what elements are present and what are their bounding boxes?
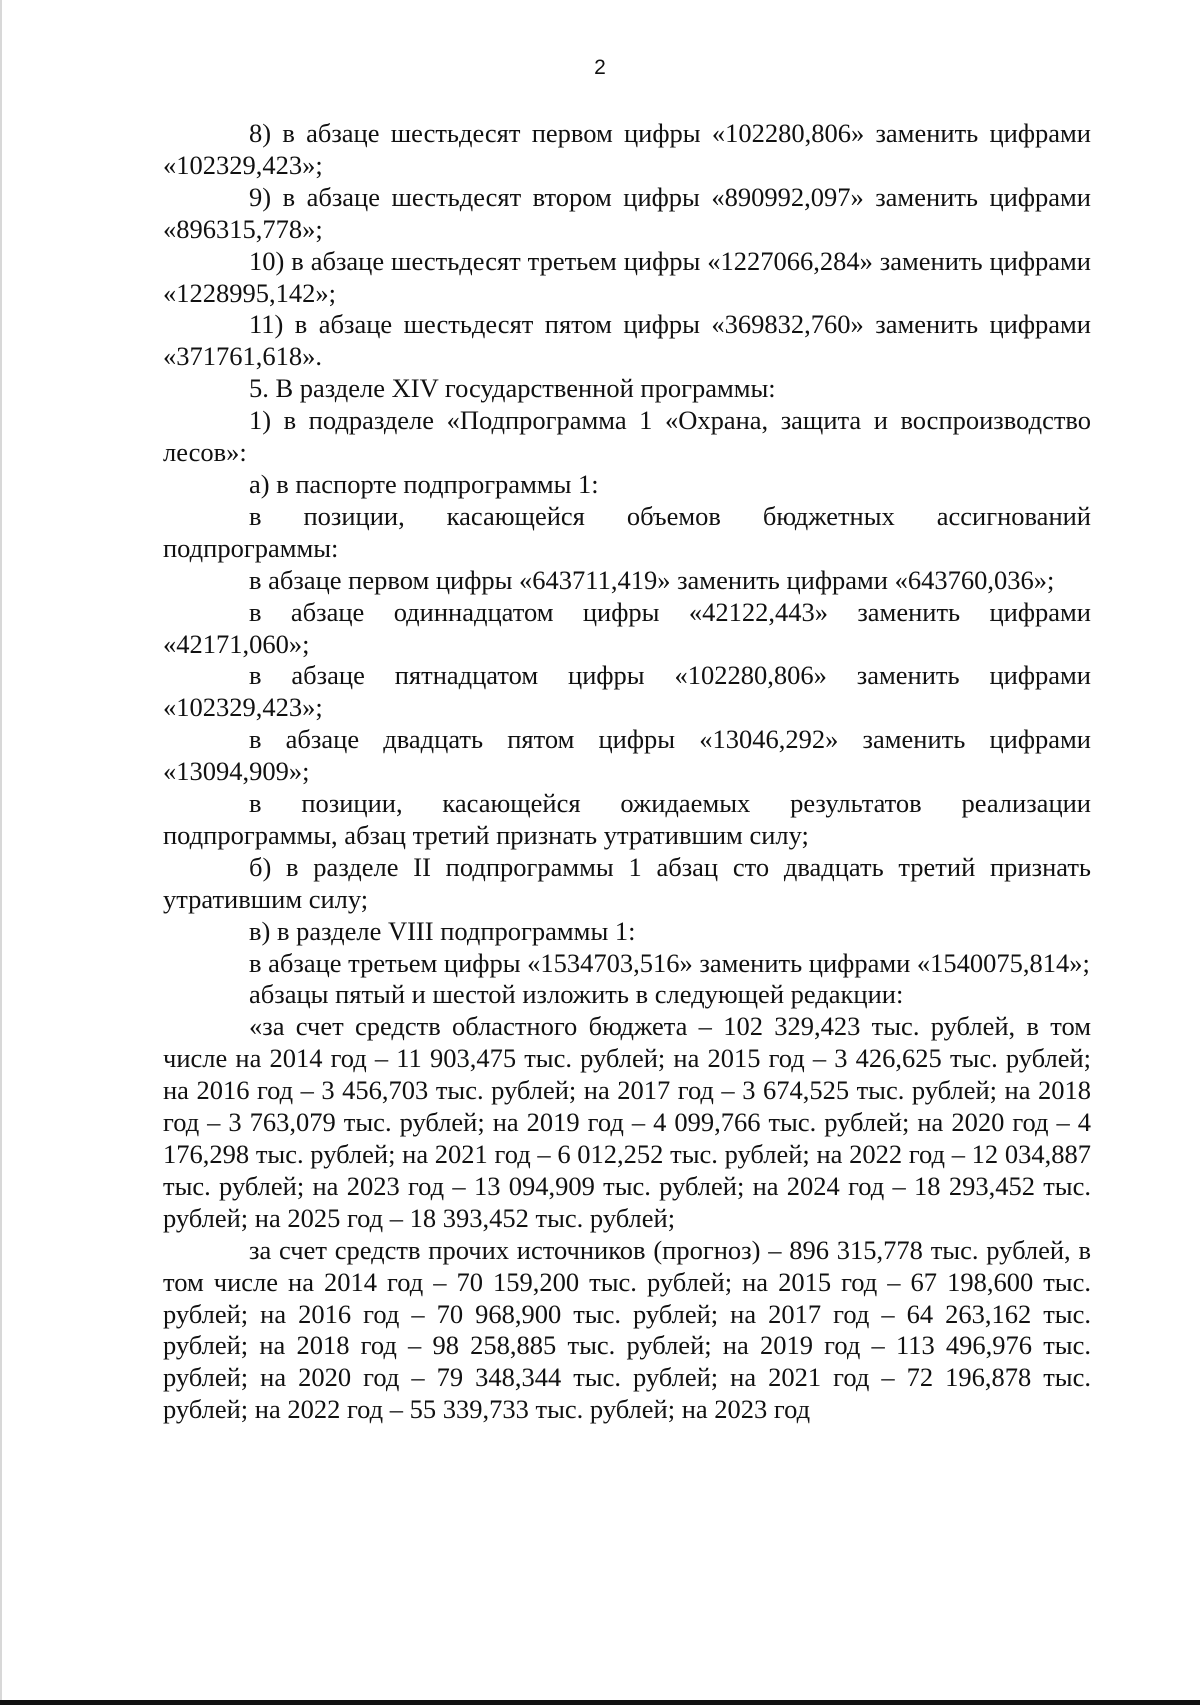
paragraph-item-8: 8) в абзаце шестьдесят первом цифры «102280,806» заменить цифрами «102329,423»; [163, 118, 1091, 180]
paragraph-item-9: 9) в абзаце шестьдесят втором цифры «890992,097» заменить цифрами «896315,778»; [163, 181, 1091, 244]
paragraph-section-2: б) в разделе II подпрограммы 1 абзац сто двадцать третий признать утратившим силу; [163, 851, 1091, 914]
paragraph-item-11: 11) в абзаце шестьдесят пятом цифры «369832,760» заменить цифрами «371761,618». [163, 309, 1091, 372]
document-body [163, 118, 1091, 1426]
paragraph-passport: а) в паспорте подпрограммы 1: [249, 468, 599, 499]
paragraph-expected-results: в позиции, касающейся ожидаемых результатов реализации подпрограммы, абзац третий признать утратившим силу; [163, 788, 1091, 850]
page-number: 2 [594, 56, 606, 79]
paragraph-other-sources: за счет средств прочих источников (прогноз) – 896 315,778 тыс. рублей, в том числе на 2014 год – 70 159,200 тыс. рублей; на 2015 год – 67 198,600 тыс. рублей; на 2016 год – 70 968,900 тыс. рублей; на 2017 год – 64 263,162 тыс. рублей; на 2018 год – 98 258,885 тыс. рублей; на 2019 год – 113 496,976 тыс. рублей; на 2020 год – 79 348,344 тыс. рублей; на 2021 год – 72 196,878 тыс. рублей; на 2022 год – 55 339,733 тыс. рублей; на 2023 год [163, 1234, 1091, 1425]
paragraph-abzac-twenty-fifth: в абзаце двадцать пятом цифры «13046,292» заменить цифрами «13094,909»; [163, 724, 1091, 787]
paragraph-section-5: 5. В разделе XIV государственной программы: [249, 373, 776, 404]
scan-edge-bottom [0, 1700, 1200, 1705]
paragraph-abzac-third: в абзаце третьем цифры «1534703,516» заменить цифрами «1540075,814»; [249, 947, 1090, 978]
paragraph-subsection-1: 1) в подразделе «Подпрограмма 1 «Охрана, защита и воспроизводство лесов»: [163, 405, 1091, 468]
scan-edge-left [0, 0, 2, 1705]
paragraph-abzac-first: в абзаце первом цифры «643711,419» заменить цифрами «643760,036»; [249, 564, 1055, 595]
paragraph-section-8: в) в разделе VIII подпрограммы 1: [249, 915, 636, 946]
paragraph-abzac-fifteenth: в абзаце пятнадцатом цифры «102280,806» заменить цифрами «102329,423»; [163, 660, 1091, 723]
paragraph-item-10: 10) в абзаце шестьдесят третьем цифры «1227066,284» заменить цифрами «1228995,142»; [163, 245, 1091, 308]
paragraph-regional-budget: «за счет средств областного бюджета – 102 329,423 тыс. рублей, в том числе на 2014 год – 11 903,475 тыс. рублей; на 2015 год – 3 426,625 тыс. рублей; на 2016 год – 3 456,703 тыс. рублей; на 2017 год – 3 674,525 тыс. рублей; на 2018 год – 3 763,079 тыс. рублей; на 2019 год – 4 099,766 тыс. рублей; на 2020 год – 4 176,298 тыс. рублей; на 2021 год – 6 012,252 тыс. рублей; на 2022 год – 12 034,887 тыс. рублей; на 2023 год – 13 094,909 тыс. рублей; на 2024 год – 18 293,452 тыс. рублей; на 2025 год – 18 393,452 тыс. рублей; [163, 1011, 1091, 1233]
paragraph-budget-position: в позиции, касающейся объемов бюджетных ассигнований подпрограммы: [163, 500, 1091, 563]
paragraph-new-edition: абзацы пятый и шестой изложить в следующей редакции: [249, 979, 904, 1010]
paragraph-abzac-eleventh: в абзаце одиннадцатом цифры «42122,443» заменить цифрами «42171,060»; [163, 596, 1091, 659]
